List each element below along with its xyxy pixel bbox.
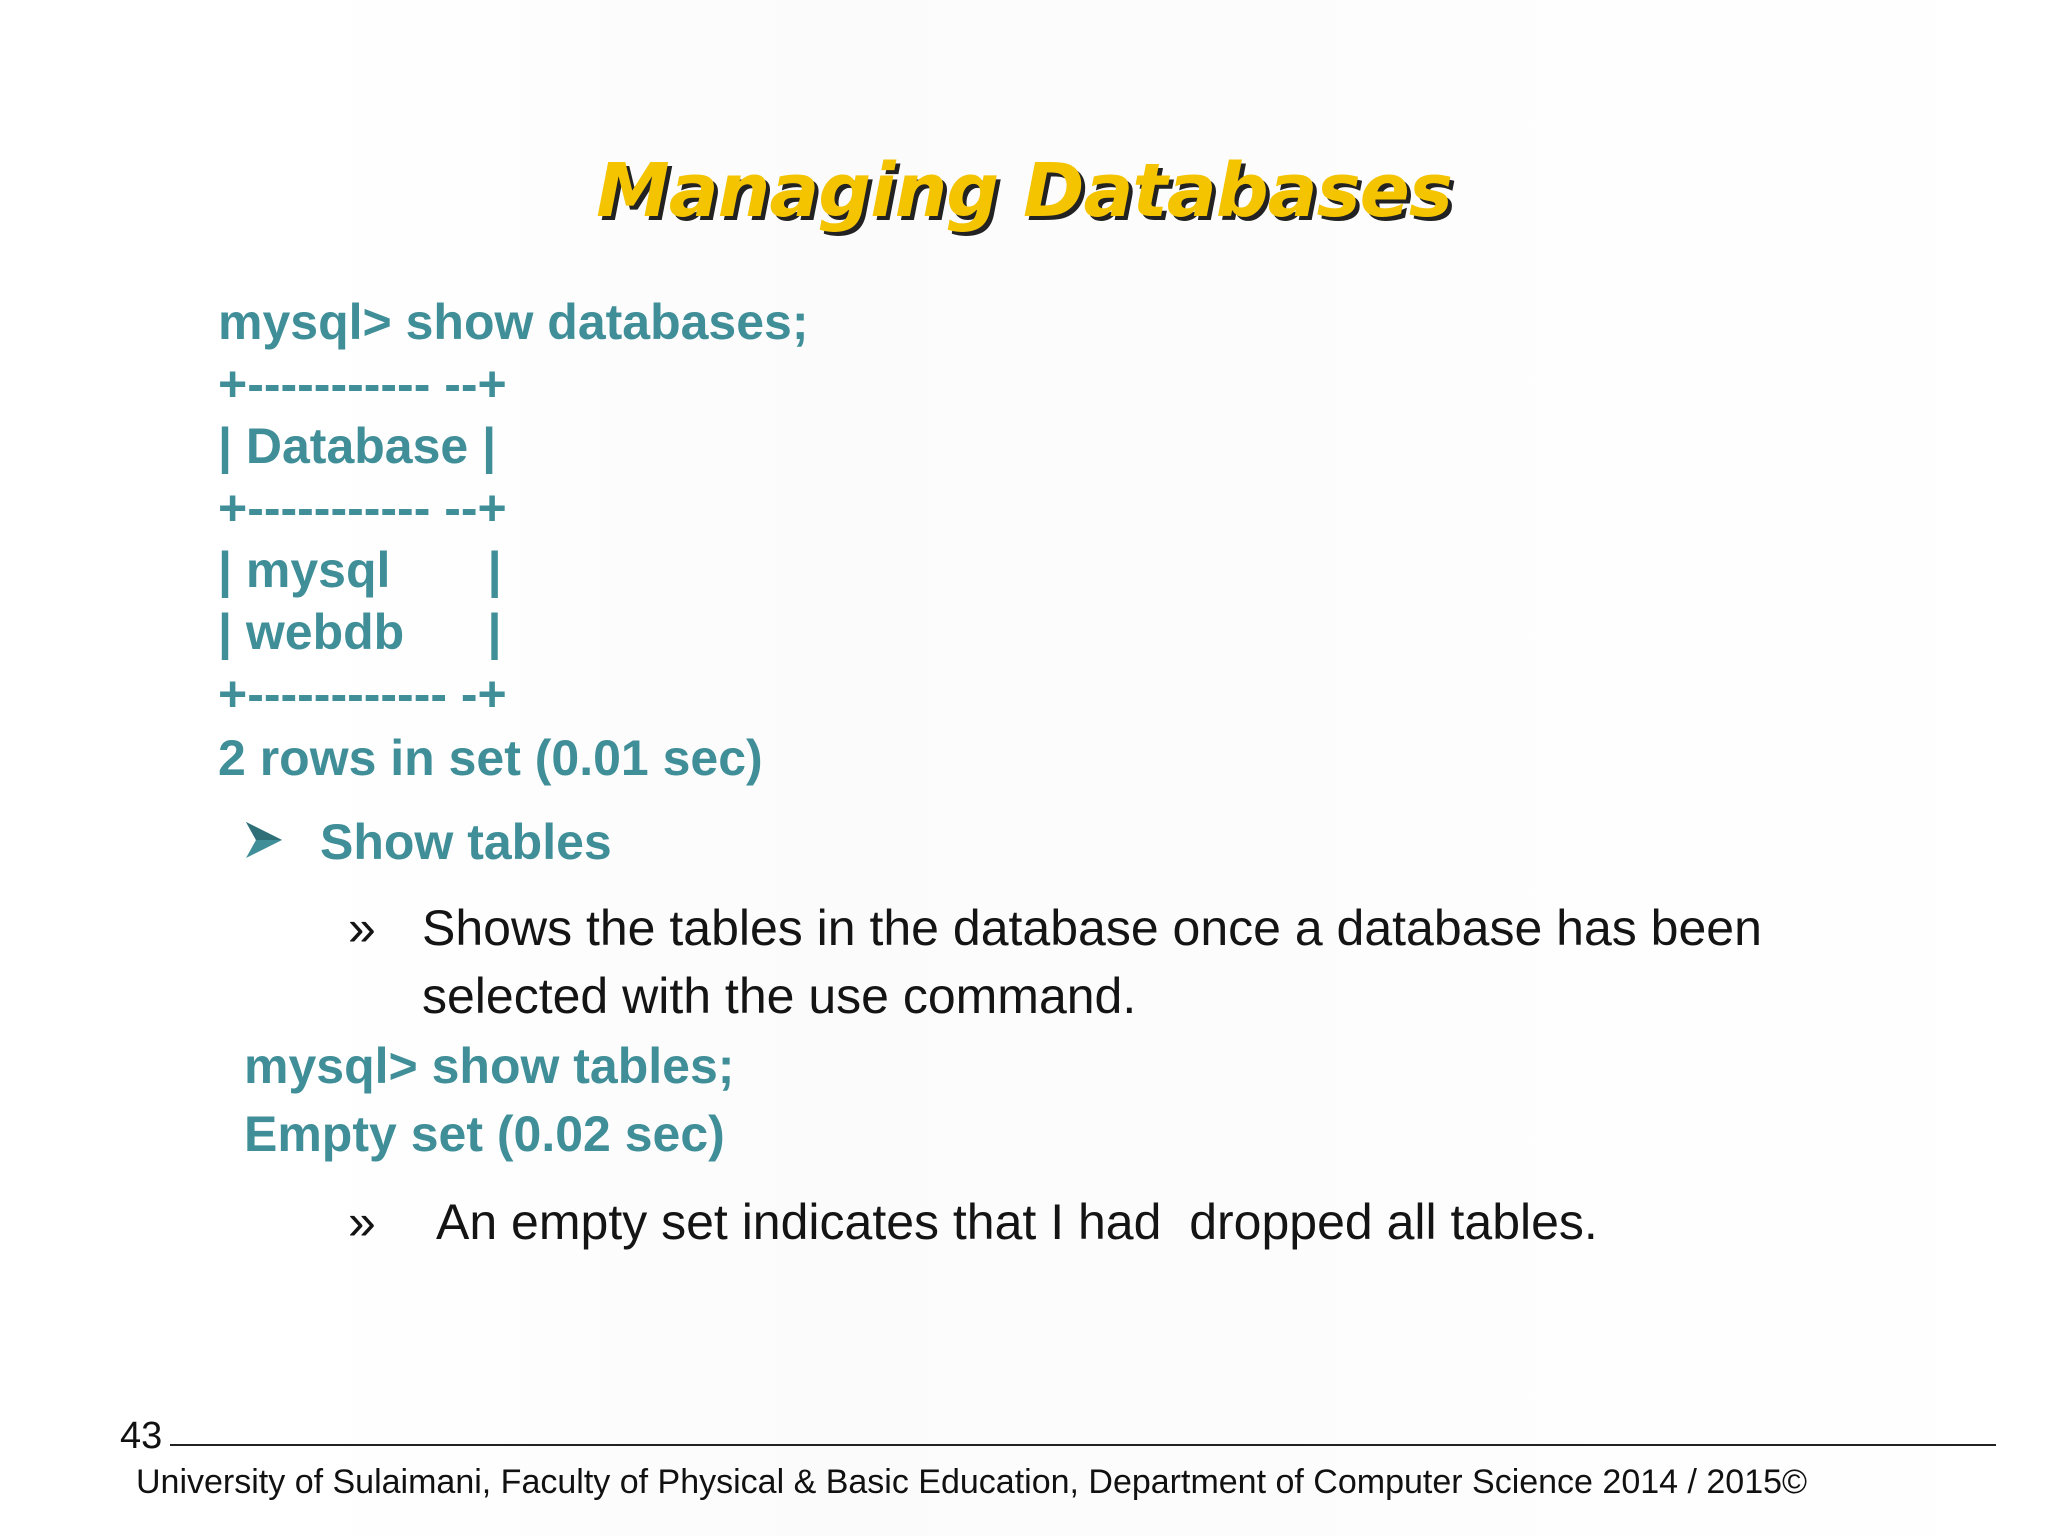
code-line: | webdb | (218, 604, 502, 660)
sub-bullet-marker: » (348, 900, 376, 956)
sub-bullet-marker: » (348, 1194, 376, 1250)
page-number: 43 (120, 1415, 163, 1457)
code-line: Empty set (0.02 sec) (244, 1106, 725, 1162)
code-line: 2 rows in set (0.01 sec) (218, 730, 763, 786)
code-line: +------------ -+ (218, 666, 507, 722)
footer-divider (170, 1444, 1996, 1446)
slide-title: Managing Databases (596, 148, 1452, 234)
footer-credit: University of Sulaimani, Faculty of Physical & Basic Education, Department of Computer Science 2014 / 2015© (136, 1463, 1808, 1501)
code-line: +----------- --+ (218, 480, 507, 536)
sub-bullet-text: Shows the tables in the database once a database has been (422, 900, 1762, 956)
sub-bullet-text: An empty set indicates that I had dropped all tables. (436, 1194, 1598, 1250)
arrowhead-icon (244, 820, 284, 860)
code-line: mysql> show tables; (244, 1038, 735, 1094)
code-line: mysql> show databases; (218, 294, 809, 350)
code-line: | mysql | (218, 542, 502, 598)
code-line: | Database | (218, 418, 497, 474)
sub-bullet-text: selected with the use command. (422, 968, 1137, 1024)
code-line: +----------- --+ (218, 356, 507, 412)
bullet-heading: Show tables (320, 814, 612, 870)
